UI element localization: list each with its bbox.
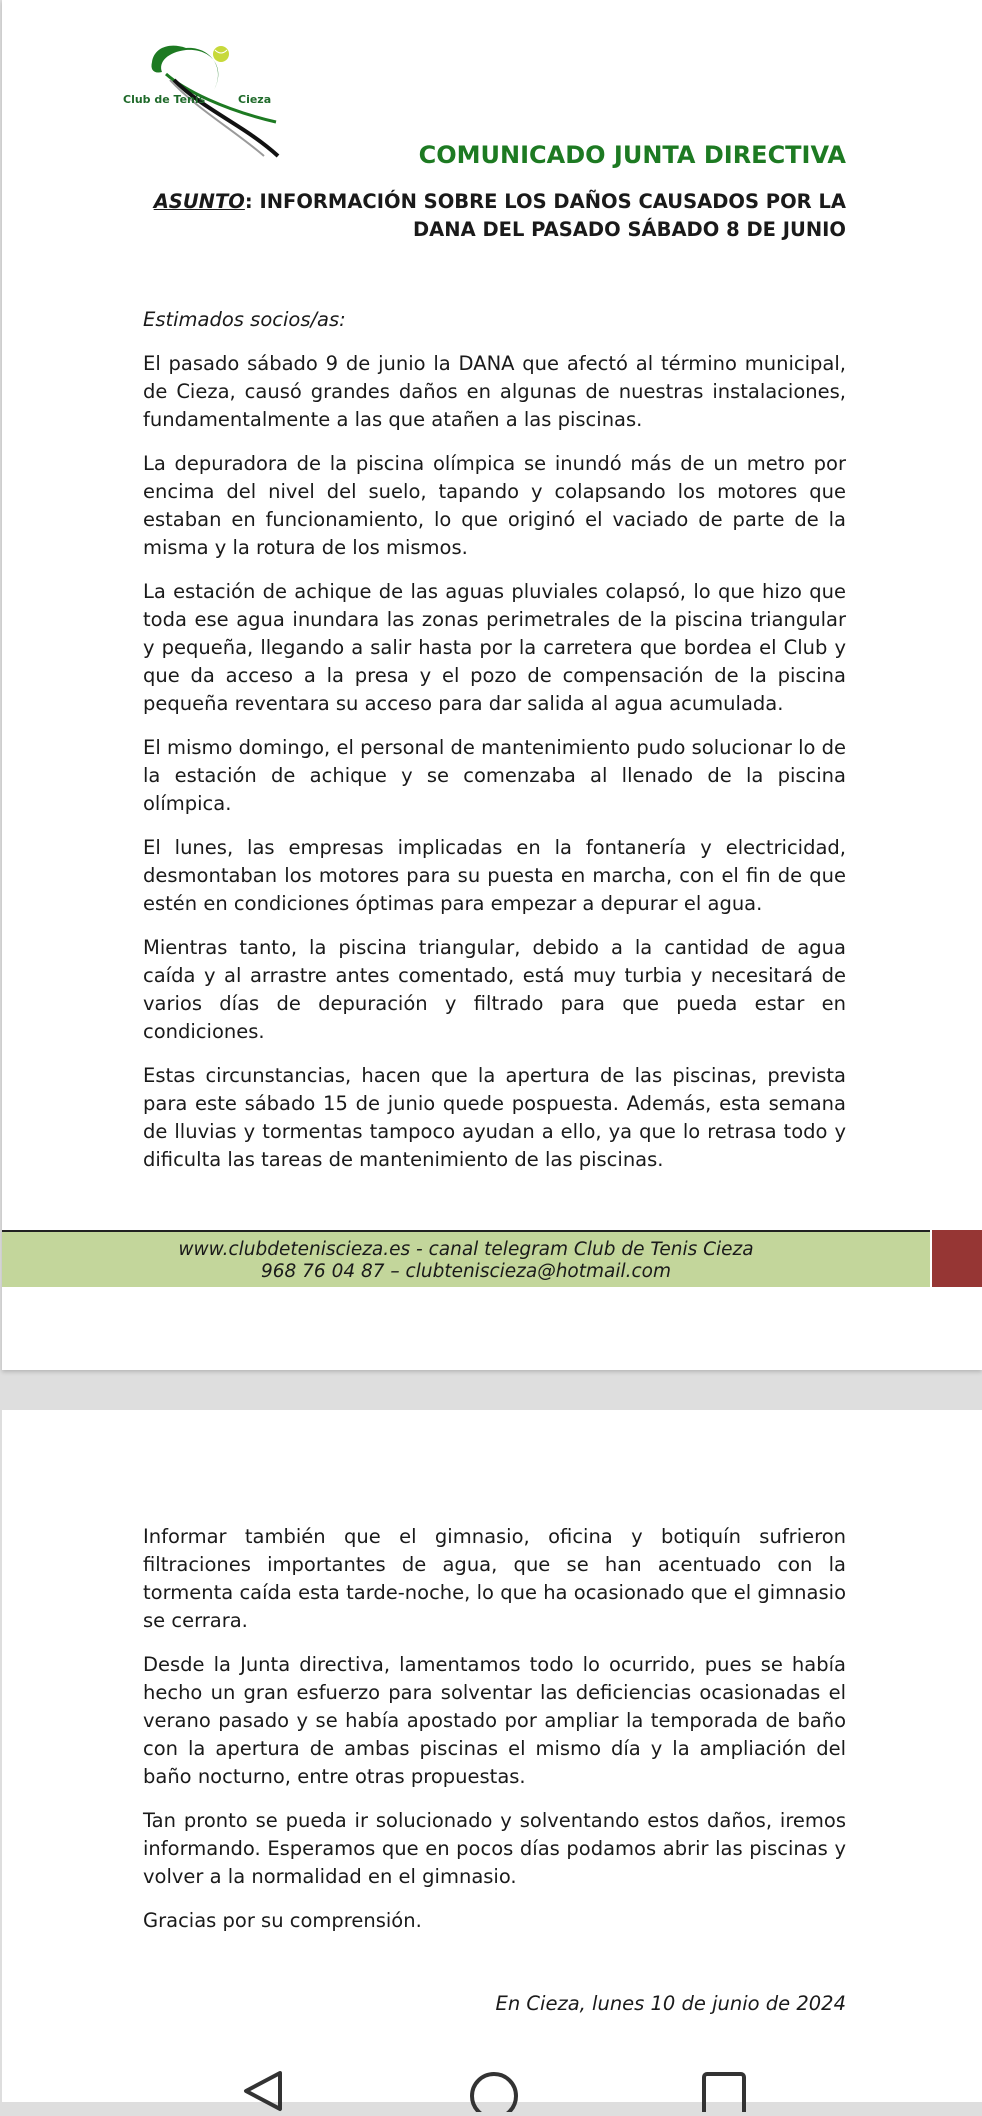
- paragraph: El pasado sábado 9 de junio la DANA que afectó al término municipal, de Cieza, causó grandes daños en algunas de nuestras instalaciones, fundamentalmente a las que atañen a las piscinas.: [143, 352, 846, 431]
- footer-website-line[interactable]: www.clubdetenisciezа.es - canal telegram Club de Tenis Cieza: [178, 1239, 754, 1260]
- footer-contact-band: [2, 1230, 930, 1287]
- footer-phone-email-line[interactable]: 968 76 04 87 – clubteniscieza@hotmail.com: [260, 1261, 672, 1282]
- subject-heading: [126, 188, 846, 244]
- date-signoff: En Cieza, lunes 10 de junio de 2024: [495, 1992, 846, 2015]
- back-icon[interactable]: [240, 2070, 286, 2116]
- paragraph: Mientras tanto, la piscina triangular, debido a la cantidad de agua caída y al arrastre antes comentado, está muy turbia y necesitará de varios días de depuración y filtrado para que pueda estar en condiciones.: [143, 936, 846, 1043]
- paragraph: Desde la Junta directiva, lamentamos todo lo ocurrido, pues se había hecho un gran esfuerzo para solventar las deficiencias ocasionadas el verano pasado y se había apostado por ampliar la temporada de baño con la apertura de ambas piscinas el mismo día y la ampliación del baño nocturno, entre otras propuestas.: [143, 1653, 846, 1788]
- paragraph: Estas circunstancias, hacen que la apertura de las piscinas, prevista para este sábado 15 de junio quede pospuesta. Además, esta semana de lluvias y tormentas tampoco ayudan a ello, ya que lo retrasa todo y dificulta las tareas de mantenimiento de las piscinas.: [143, 1064, 846, 1171]
- recents-icon[interactable]: [700, 2070, 748, 2116]
- paragraph: La estación de achique de las aguas pluviales colapsó, lo que hizo que toda ese agua inundara las zonas perimetrales de la piscina triangular y pequeña, llegando a salir hasta por la carretera que bordea el Club y que da acceso a la presa y el pozo de compensación de la piscina pequeña reventara su acceso para dar salida al agua acumulada.: [143, 580, 846, 715]
- greeting: Estimados socios/as:: [143, 308, 346, 331]
- footer-accent-block: [932, 1230, 982, 1287]
- paragraph: El mismo domingo, el personal de mantenimiento pudo solucionar lo de la estación de achique y se comenzaba al llenado de la piscina olímpica.: [143, 736, 846, 815]
- document-title: COMUNICADO JUNTA DIRECTIVA: [418, 141, 846, 169]
- paragraph: El lunes, las empresas implicadas en la fontanería y electricidad, desmontaban los motores para su puesta en marcha, con el fin de que estén en condiciones óptimas para empezar a depurar el agua.: [143, 836, 846, 915]
- paragraph: La depuradora de la piscina olímpica se inundó más de un metro por encima del nivel del suelo, tapando y colapsando los motores que estaban en funcionamiento, lo que originó el vaciado de parte de la misma y la rotura de los mismos.: [143, 452, 846, 559]
- paragraph: Informar también que el gimnasio, oficina y botiquín sufrieron filtraciones importantes de agua, que se han acentuado con la tormenta caída esta tarde-noche, lo que ha ocasionado que el gimnasio se cerrara.: [143, 1525, 846, 1632]
- home-icon[interactable]: [468, 2070, 520, 2116]
- paragraph: Gracias por su comprensión.: [143, 1909, 422, 1932]
- document-page-1: [2, 0, 982, 1370]
- letter-body-page-1: [143, 306, 846, 1190]
- logo-text-cieza: Cieza: [238, 93, 272, 106]
- document-page-2: [2, 1410, 982, 2102]
- subject-label: ASUNTO: [153, 190, 245, 213]
- letter-body-page-2: [143, 1523, 846, 1951]
- subject-text: : INFORMACIÓN SOBRE LOS DAÑOS CAUSADOS POR LA DANA DEL PASADO SÁBADO 8 DE JUNIO: [244, 190, 846, 241]
- paragraph: Tan pronto se pueda ir solucionado y solventando estos daños, iremos informando. Esperamos que en pocos días podamos abrir las piscinas y volver a la normalidad en el gimnasio.: [143, 1809, 846, 1888]
- club-logo: [114, 40, 294, 160]
- logo-text-club: Club de Tenis: [123, 93, 206, 106]
